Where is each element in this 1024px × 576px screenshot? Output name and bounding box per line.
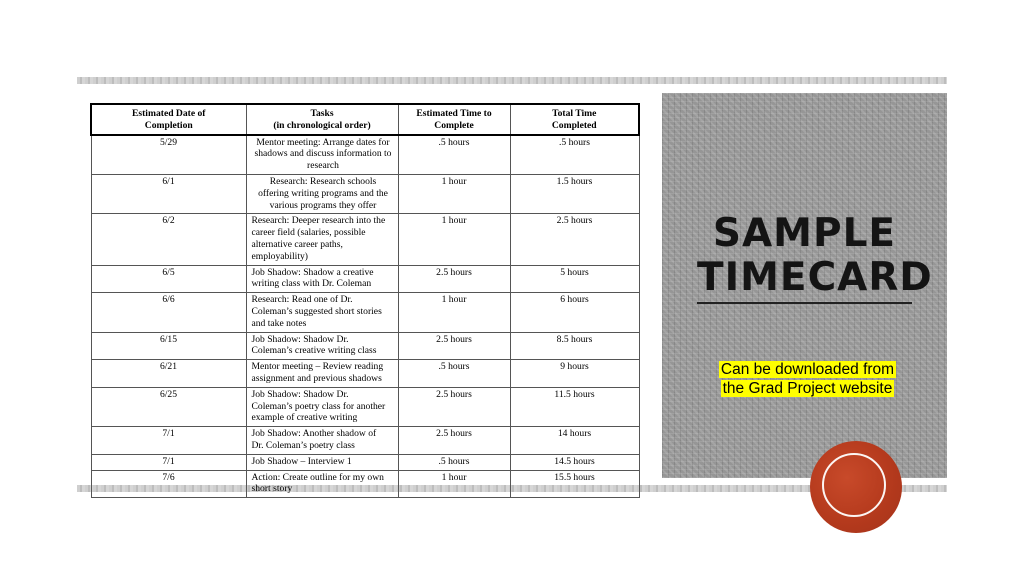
table-row [91, 135, 639, 175]
cell-total-time: 14 hours [510, 427, 639, 455]
table-row [91, 332, 639, 360]
cell-estimated-time: .5 hours [398, 454, 510, 470]
cell-task [246, 470, 398, 498]
cell-date: 6/6 [91, 293, 246, 332]
task-line: Job Shadow: Another shadow of [251, 428, 377, 440]
table-header-row [91, 104, 639, 135]
table-row [91, 454, 639, 470]
task-line: Research: Read one of Dr. [251, 294, 353, 306]
top-decorative-band [77, 77, 947, 84]
task-line: offering writing programs and the [258, 187, 388, 199]
table-row [91, 387, 639, 426]
task-line: Research: Deeper research into the [251, 215, 386, 227]
header-tasks: Tasks (in chronological order) [246, 104, 398, 135]
cell-task [246, 293, 398, 332]
task-line: short story [251, 483, 293, 495]
download-note-line-2: the Grad Project website [722, 380, 893, 397]
cell-total-time: 2.5 hours [510, 214, 639, 265]
slide-title-line-1: SAMPLE [712, 211, 897, 256]
task-line: Job Shadow: Shadow a creative [251, 266, 374, 278]
task-line: Coleman’s creative writing class [251, 345, 377, 357]
cell-date: 6/1 [91, 174, 246, 213]
cell-total-time: .5 hours [510, 135, 639, 175]
cell-estimated-time: 2.5 hours [398, 332, 510, 360]
cell-task [246, 332, 398, 360]
cell-total-time: 8.5 hours [510, 332, 639, 360]
title-underline [697, 302, 912, 304]
cell-estimated-time: 2.5 hours [398, 427, 510, 455]
cell-date: 6/25 [91, 387, 246, 426]
cell-estimated-time: 1 hour [398, 174, 510, 213]
cell-estimated-time: 1 hour [398, 214, 510, 265]
task-line: Job Shadow – Interview 1 [251, 455, 352, 467]
cell-estimated-time: 2.5 hours [398, 387, 510, 426]
task-line: Mentor meeting: Arrange dates for [256, 136, 390, 148]
header-total-time: Total Time Completed [510, 104, 639, 135]
timecard-table [90, 103, 640, 498]
table-row [91, 214, 639, 265]
cell-estimated-time: .5 hours [398, 360, 510, 388]
cell-date: 6/5 [91, 265, 246, 293]
table-row [91, 293, 639, 332]
header-date: Estimated Date of Completion [91, 104, 246, 135]
cell-date: 6/2 [91, 214, 246, 265]
cell-date: 5/29 [91, 135, 246, 175]
table-row [91, 470, 639, 498]
task-line: assignment and previous shadows [251, 372, 382, 384]
decorative-circle [810, 441, 902, 533]
download-note-line-1: Can be downloaded from [720, 361, 895, 378]
task-line: Mentor meeting – Review reading [251, 361, 384, 373]
cell-total-time: 14.5 hours [510, 454, 639, 470]
table-row [91, 427, 639, 455]
timecard-table-container [90, 103, 638, 498]
cell-date: 6/21 [91, 360, 246, 388]
task-line: writing class with Dr. Coleman [251, 278, 372, 290]
cell-estimated-time: 1 hour [398, 470, 510, 498]
cell-task [246, 214, 398, 265]
task-line: alternative career paths, [251, 238, 343, 250]
task-line: Dr. Coleman’s poetry class [251, 439, 355, 451]
task-line: research [307, 160, 339, 172]
cell-estimated-time: 1 hour [398, 293, 510, 332]
task-line: example of creative writing [251, 412, 358, 424]
cell-total-time: 9 hours [510, 360, 639, 388]
task-line: Research: Research schools [269, 175, 377, 187]
cell-task [246, 360, 398, 388]
cell-date: 7/6 [91, 470, 246, 498]
cell-task [246, 174, 398, 213]
cell-task [246, 135, 398, 175]
cell-estimated-time: 2.5 hours [398, 265, 510, 293]
task-line: Job Shadow: Shadow Dr. [251, 333, 349, 345]
task-line: career field (salaries, possible [251, 227, 366, 239]
cell-total-time: 6 hours [510, 293, 639, 332]
task-line: employability) [251, 250, 308, 262]
table-body [91, 135, 639, 498]
cell-date: 7/1 [91, 454, 246, 470]
cell-task [246, 454, 398, 470]
cell-estimated-time: .5 hours [398, 135, 510, 175]
table-row [91, 174, 639, 213]
cell-task [246, 387, 398, 426]
cell-total-time: 11.5 hours [510, 387, 639, 426]
task-line: Coleman’s poetry class for another [251, 400, 386, 412]
task-line: Coleman’s suggested short stories [251, 305, 382, 317]
download-note [700, 360, 915, 398]
cell-date: 7/1 [91, 427, 246, 455]
table-row [91, 360, 639, 388]
task-line: Job Shadow: Shadow Dr. [251, 388, 349, 400]
table-row [91, 265, 639, 293]
cell-task [246, 265, 398, 293]
task-line: Action: Create outline for my own [251, 471, 384, 483]
cell-total-time: 15.5 hours [510, 470, 639, 498]
task-line: shadows and discuss information to [254, 148, 392, 160]
cell-total-time: 5 hours [510, 265, 639, 293]
slide-title-line-2: TIMECARD [697, 255, 933, 300]
decorative-circle-ring [822, 453, 886, 517]
task-line: and take notes [251, 317, 307, 329]
cell-total-time: 1.5 hours [510, 174, 639, 213]
cell-task [246, 427, 398, 455]
cell-date: 6/15 [91, 332, 246, 360]
header-estimated-time: Estimated Time to Complete [398, 104, 510, 135]
task-line: various programs they offer [269, 199, 377, 211]
